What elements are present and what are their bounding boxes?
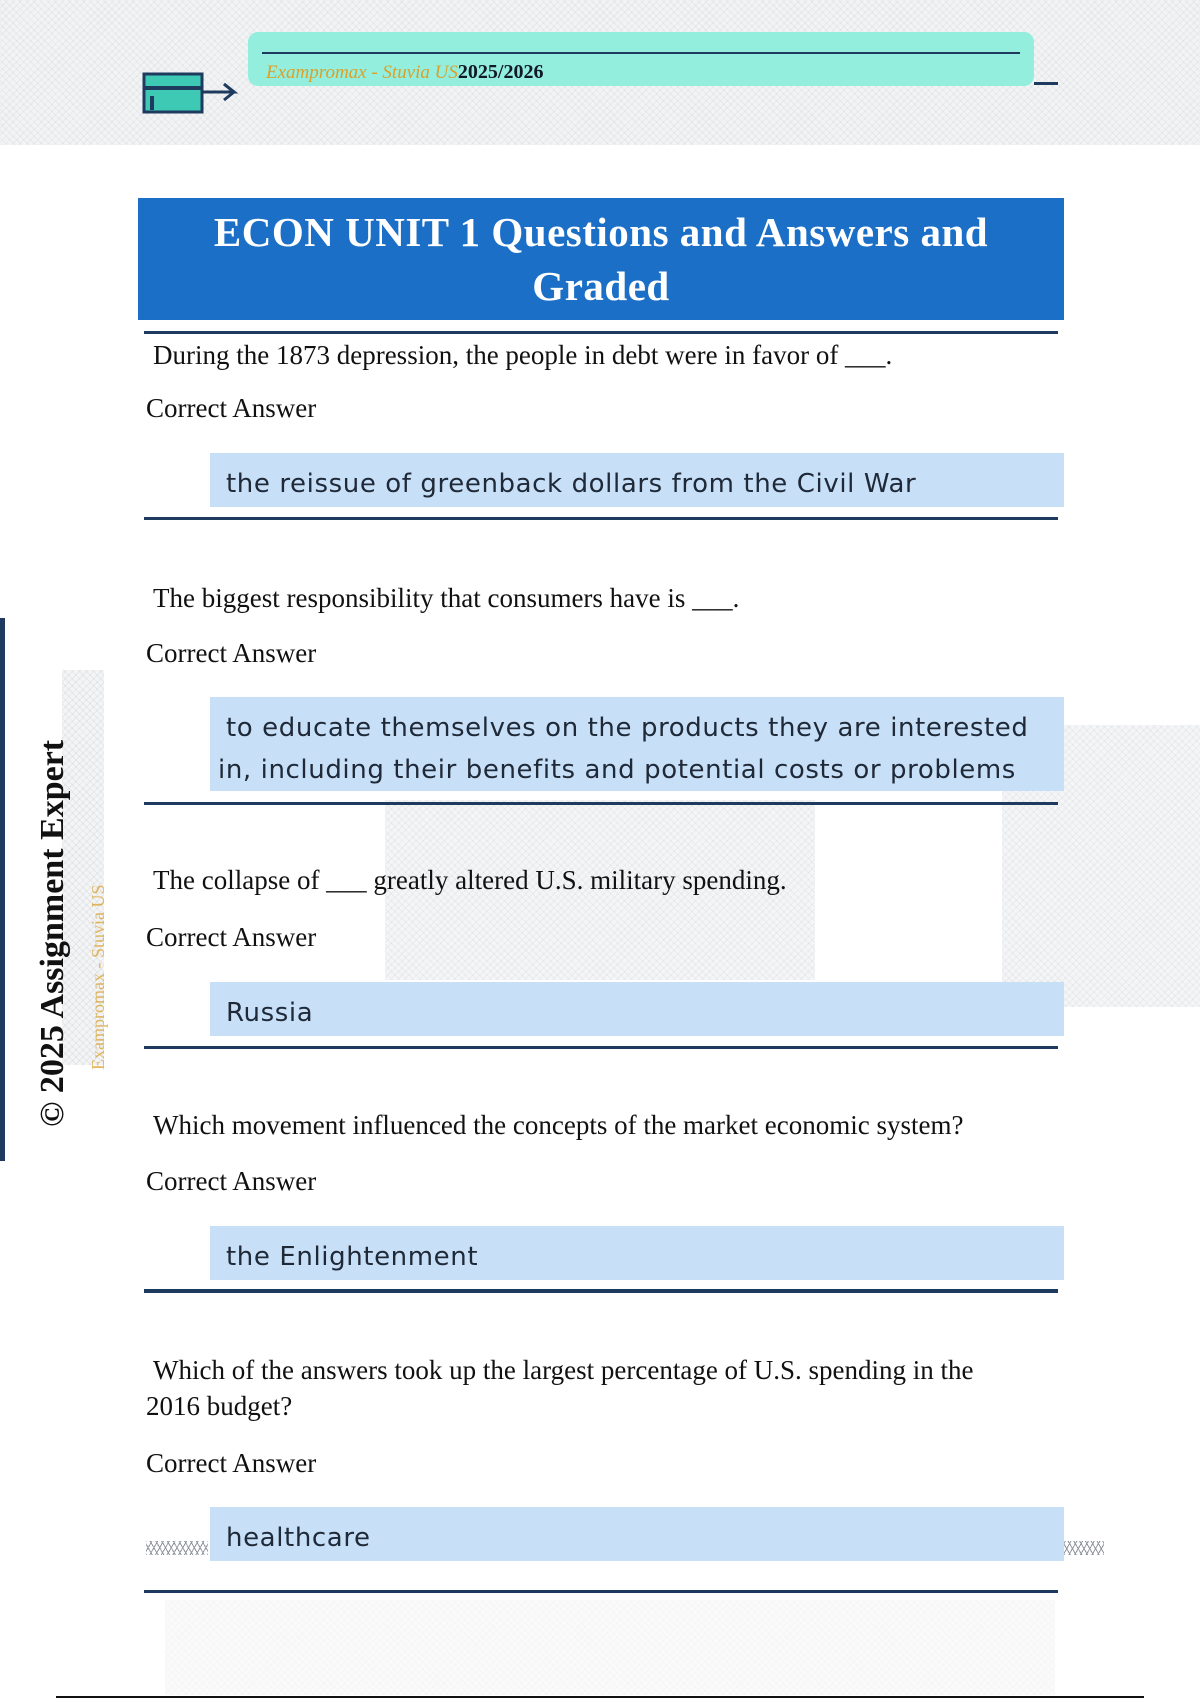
answer-box [210, 697, 1064, 791]
answer-text: healthcare [226, 1523, 371, 1553]
decorative-wave [146, 1541, 208, 1555]
answer-label: Correct Answer [146, 1166, 317, 1196]
flag-arrow-icon [142, 72, 238, 116]
answer-label: Correct Answer [146, 638, 317, 668]
question-text: The biggest responsibility that consumers have is ___. [153, 583, 740, 613]
question-text: The collapse of ___ greatly altered U.S. military spending. [153, 865, 787, 895]
background-pattern [165, 1600, 1055, 1695]
header-source [266, 61, 543, 84]
title-underline [144, 331, 1058, 334]
decorative-wave [1064, 1541, 1104, 1555]
separator-rule [144, 1289, 1058, 1293]
separator-rule [144, 802, 1058, 805]
question-text: Which movement influenced the concepts of the market economic system? [153, 1110, 964, 1140]
answer-label: Correct Answer [146, 1448, 317, 1478]
question-text: During the 1873 depression, the people in debt were in favor of ___. [153, 340, 893, 370]
answer-label: Correct Answer [146, 393, 317, 423]
answer-label: Correct Answer [146, 922, 317, 952]
answer-text: the Enlightenment [226, 1242, 479, 1272]
title-banner [138, 198, 1064, 320]
answer-text: Russia [226, 998, 314, 1028]
answer-text: the reissue of greenback dollars from the Civil War [226, 469, 917, 499]
header-rule-tail [1034, 82, 1058, 85]
footer-rule [56, 1696, 1144, 1698]
answer-box [210, 982, 1064, 1036]
copyright-watermark: © 2025 Assignment Expert [34, 739, 71, 1127]
question-text: Which of the answers took up the largest percentage of U.S. spending in the 2016 budget? [146, 1355, 974, 1421]
answer-box [210, 1507, 1064, 1561]
answer-box [210, 453, 1064, 507]
header-rule [262, 52, 1020, 54]
header-source-text: Exampromax - Stuvia US [266, 62, 458, 83]
header-year: 2025/2026 [457, 61, 544, 83]
separator-rule [144, 1046, 1058, 1049]
page-title: ECON UNIT 1 Questions and Answers and Graded [213, 209, 989, 309]
separator-rule [144, 517, 1058, 520]
answer-box [210, 1226, 1064, 1280]
sidebar-ghost-watermark: Exampromax - Stuvia US [88, 884, 108, 1070]
sidebar-accent-bar [0, 618, 5, 1161]
separator-rule [144, 1590, 1058, 1593]
answer-text: to educate themselves on the products they are interested in, including their benefits and potential costs or problems [218, 713, 1029, 785]
